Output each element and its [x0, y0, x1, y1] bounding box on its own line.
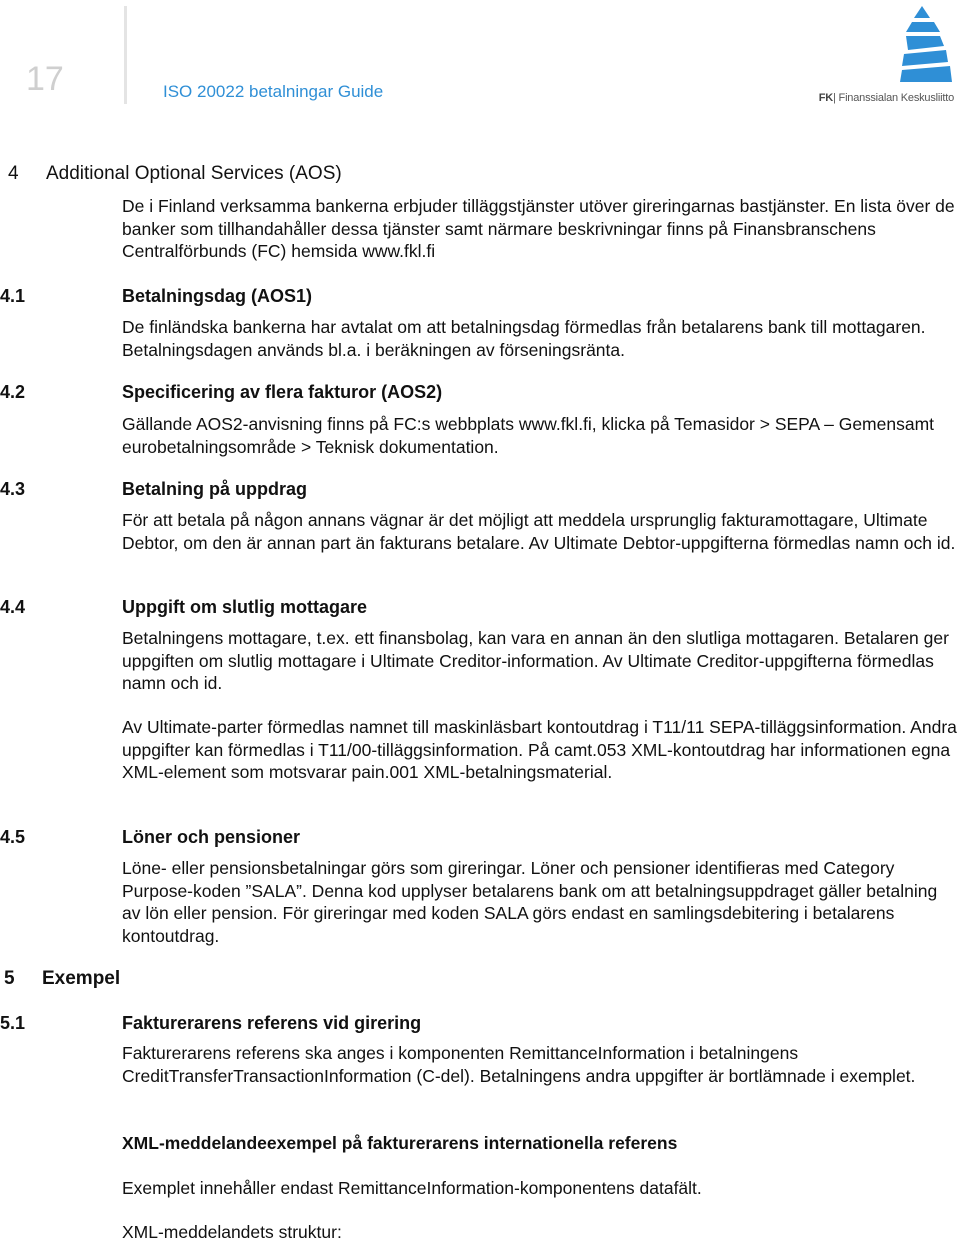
section-4-1-paragraph: De finländska bankerna har avtalat om att betalningsdag förmedlas från betalarens bank till mottagaren. Betalningsdagen används bl.a. i beräkningen av förseningsränta.: [122, 317, 926, 360]
page-number: 17: [26, 60, 64, 98]
section-4-paragraph: De i Finland verksamma bankerna erbjuder tilläggstjänster utöver gireringarnas bastjänster. En lista över de banker som tillhandahåller dessa tjänster samt närmare beskrivningar finns på Finansbranschens Centralförbunds (FC) hemsida www.fkl.fi: [122, 196, 955, 261]
header-divider: [124, 6, 127, 104]
guide-title: ISO 20022 betalningar Guide: [163, 82, 384, 101]
fk-logo-icon: [900, 6, 952, 82]
xml-example-heading: XML-meddelandeexempel på fakturerarens internationella referens: [122, 1133, 678, 1153]
logo-wordmark: FK| Finanssialan Keskusliitto: [818, 92, 954, 104]
page-header: [0, 0, 960, 150]
fk-logo: [810, 6, 958, 110]
section-4-4-paragraph-2: Av Ultimate-parter förmedlas namnet till maskinläsbart kontoutdrag i T11/11 SEPA-tilläggsinformation. Andra uppgifter kan förmedlas i T11/00-tilläggsinformation. På camt.053 XML-kontoutdrag har informationen egna XML-element som motsvarar pain.001 XML-betalningsmaterial.: [122, 717, 957, 782]
section-4-2-paragraph: Gällande AOS2-anvisning finns på FC:s webbplats www.fkl.fi, klicka på Temasidor > SEPA – Gemensamt eurobetalningsområde > Teknisk dokumentation.: [122, 414, 935, 457]
section-4-3-paragraph: För att betala på någon annans vägnar är det möjligt att meddela ursprunglig fakturamottagare, Ultimate Debtor, om den är annan part än fakturans betalare. Av Ultimate Debtor-uppgifterna förmedlas namn och id.: [122, 510, 956, 553]
section-4-5-paragraph: Löne- eller pensionsbetalningar görs som gireringar. Löner och pensioner identifieras med Category Purpose-koden ”SALA”. Denna kod upplyser betalarens bank om att betalningsuppdraget gäller betalning av lön eller pension. För gireringar med koden SALA görs endast en samlingsdebitering i betalarens kontoutdrag.: [122, 858, 938, 946]
xml-structure-label: XML-meddelandets struktur:: [122, 1222, 342, 1242]
section-5-1-paragraph: Fakturerarens referens ska anges i komponenten RemittanceInformation i betalningens CreditTransferTransactionInformation (C-del). Betalningens andra uppgifter är bortlämnade i exemplet.: [122, 1043, 916, 1086]
section-4-4-paragraph-1: Betalningens mottagare, t.ex. ett finansbolag, kan vara en annan än den slutliga mottagaren. Betalaren ger uppgiften om slutlig mottagare i Ultimate Creditor-information. Av Ultimate Creditor-uppgifterna förmedlas namn och id.: [122, 628, 949, 693]
xml-example-note: Exemplet innehåller endast RemittanceInformation-komponentens datafält.: [122, 1178, 702, 1198]
